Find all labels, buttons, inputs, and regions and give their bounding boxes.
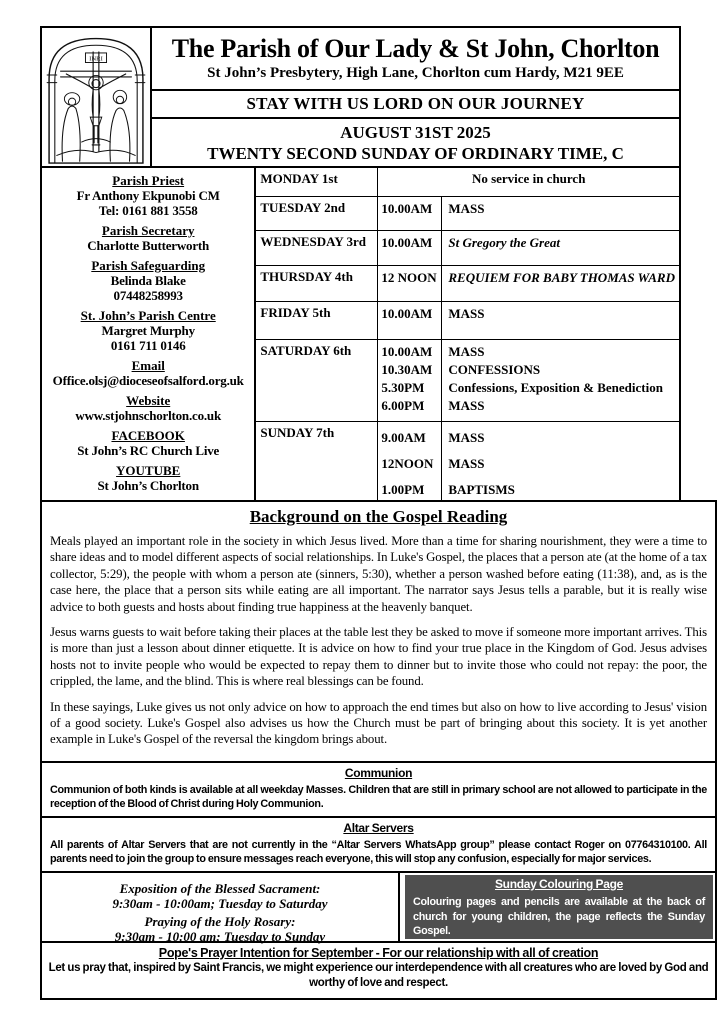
schedule-services <box>441 422 679 506</box>
schedule-day: THURSDAY 4th <box>260 269 353 284</box>
contact-line: Tel: 0161 881 3558 <box>98 203 198 218</box>
devotion-title: Exposition of the Blessed Sacrament: <box>119 881 321 896</box>
schedule-table <box>256 168 679 506</box>
schedule-services <box>441 266 679 301</box>
parish-crest <box>42 28 152 166</box>
crucifixion-icon <box>43 29 149 165</box>
colouring-wrap <box>400 873 715 941</box>
schedule-day: TUESDAY 2nd <box>260 200 346 215</box>
schedule-times <box>377 422 441 506</box>
schedule-day: SATURDAY 6th <box>260 343 352 358</box>
schedule-service: Confessions, Exposition & Benediction <box>448 380 663 395</box>
schedule-service: St Gregory the Great <box>448 235 560 250</box>
schedule-day: WEDNESDAY 3rd <box>260 234 366 249</box>
notices-region <box>40 761 717 1000</box>
contacts-column <box>42 168 256 506</box>
schedule-row <box>256 301 679 339</box>
schedule-day: MONDAY 1st <box>260 171 338 186</box>
contact-block <box>43 223 253 253</box>
contact-line: St John’s RC Church Live <box>77 443 220 458</box>
schedule-services <box>441 231 679 265</box>
colouring-box <box>405 875 713 939</box>
devotions-box <box>42 873 400 944</box>
schedule-service: MASS <box>448 398 485 413</box>
schedule-services <box>441 197 679 230</box>
contact-block <box>43 428 253 458</box>
schedule-services <box>441 340 679 421</box>
contact-heading: Parish Secretary <box>101 223 195 238</box>
schedule-row <box>256 265 679 301</box>
page-title: The Parish of Our Lady & St John, Chorlton <box>171 34 660 63</box>
schedule-time: 9.00AM <box>381 430 426 445</box>
schedule-row <box>256 421 679 506</box>
gospel-paragraph: Meals played an important role in the society in which Jesus lived. More than a time for sharing nourishment, they were a time to share ideas and to model different aspects of social relationships. In Luke's Gospel, the places that a person ate (at the home of a tax collector, 5:29), the people with whom a person ate (sinners, 5:30), whether a person washed before eating (11:38), and, as is the case here, the place that a person sits while eating are all important. The narrator says Jesus tells a parable, but it is really wise advice to both guests and hosts about finding true happiness at the heavenly banquet. <box>50 534 707 614</box>
contact-heading: Email <box>131 358 165 373</box>
contact-block <box>43 393 253 423</box>
contact-line: St John’s Chorlton <box>97 478 199 493</box>
header-row <box>42 28 679 168</box>
schedule-time: 6.00PM <box>381 398 425 413</box>
devotion-time: 9:30am - 10:00am; Tuesday to Saturday <box>112 896 328 911</box>
schedule-service: MASS <box>448 456 485 471</box>
pope-intention-heading: Pope's Prayer Intention for September - For our relationship with all of creation <box>158 946 599 960</box>
schedule-times <box>377 266 441 301</box>
contact-block <box>43 463 253 493</box>
parish-address: St John’s Presbytery, High Lane, Chorlton cum Hardy, M21 9EE <box>207 65 624 81</box>
schedule-service: MASS <box>448 201 485 216</box>
pope-intention-section <box>42 941 715 998</box>
schedule-time: 5.30PM <box>381 380 425 395</box>
schedule-times <box>377 231 441 265</box>
colouring-body: Colouring pages and pencils are available at the back of church for young children, the page reflects the Sunday Gospel. <box>413 896 705 937</box>
gospel-paragraph: In these sayings, Luke gives us not only advice on how to approach the end times but also on how to live according to Jesus' vision of a good society. Luke's Gospel also advises us how the Church must be part of bringing about this society. It is yet another example in Luke's Gospel of the reversal the kingdom brings about. <box>50 699 707 747</box>
schedule-services <box>441 302 679 339</box>
contact-line: www.stjohnschorlton.co.uk <box>75 408 221 423</box>
schedule-service: MASS <box>448 306 485 321</box>
contact-line: 07448258993 <box>113 288 183 303</box>
schedule-service: MASS <box>448 344 485 359</box>
schedule-time: 10.00AM <box>381 344 433 359</box>
devotions-row <box>42 871 715 944</box>
contact-heading: Parish Priest <box>112 173 185 188</box>
liturgical-sunday: TWENTY SECOND SUNDAY OF ORDINARY TIME, C <box>207 143 624 163</box>
motto-banner: STAY WITH US LORD ON OUR JOURNEY <box>152 89 679 117</box>
date-block <box>152 117 679 166</box>
schedule-times <box>377 340 441 421</box>
contact-heading: FACEBOOK <box>111 428 185 443</box>
inri-plaque: INRI <box>89 55 103 63</box>
schedule-time: 10.00AM <box>381 235 433 250</box>
pope-intention-body: Let us pray that, inspired by Saint Francis, we might experience our interdependence with all creatures who are loved by God and worthy of love and respect. <box>48 962 709 989</box>
contact-block <box>43 358 253 388</box>
contact-heading: Parish Safeguarding <box>91 258 206 273</box>
schedule-row <box>256 168 679 196</box>
schedule-time: 1.00PM <box>381 482 425 497</box>
altar-servers-body: All parents of Altar Servers that are not currently in the “Altar Servers WhatsApp group” please contact Roger on 07764310100. All parents need to join the group to ensure messages reach everyone, this will stop any confusion, especially for major services. <box>50 839 707 865</box>
contact-line: Margret Murphy <box>101 323 195 338</box>
schedule-time: 12 NOON <box>381 270 437 285</box>
schedule-row <box>256 230 679 265</box>
schedule-times <box>377 302 441 339</box>
bulletin-date: AUGUST 31ST 2025 <box>340 122 491 142</box>
header-region <box>40 26 681 502</box>
contact-heading: Website <box>126 393 171 408</box>
contact-block <box>43 258 253 303</box>
schedule-times <box>377 197 441 230</box>
devotion-time: 9:30am - 10:00 am; Tuesday to Sunday <box>114 929 326 944</box>
schedule-service: REQUIEM FOR BABY THOMAS WARD <box>448 270 675 285</box>
colouring-heading: Sunday Colouring Page <box>494 877 624 891</box>
gospel-paragraph: Jesus warns guests to wait before taking their places at the table lest they be asked to move if someone more important arrives. This is more than just a lesson about dinner etiquette. It is advice on how to find your true place in the Kingdom of God. Jesus advises hosts not to invite people who would be expected to repay them to dinner but to invite those who could not repay: the poor, the crippled, the lame, and the blind. This is where real blessings can be found. <box>50 625 707 689</box>
schedule-time: 10.00AM <box>381 306 433 321</box>
schedule-service: CONFESSIONS <box>448 362 541 377</box>
schedule-service: BAPTISMS <box>448 482 515 497</box>
schedule-day: FRIDAY 5th <box>260 305 331 320</box>
contacts-and-schedule <box>42 168 679 506</box>
schedule-time: 12NOON <box>381 456 434 471</box>
communion-heading: Communion <box>344 766 413 780</box>
communion-body: Communion of both kinds is available at all weekday Masses. Children that are still in primary school are not allowed to participate in the reception of the Blood of Christ during Holy Communion. <box>50 784 707 810</box>
contact-line: Belinda Blake <box>110 273 186 288</box>
contact-block <box>43 308 253 353</box>
title-block <box>152 28 679 89</box>
gospel-paragraphs <box>50 533 707 748</box>
contact-heading: St. John’s Parish Centre <box>80 308 216 323</box>
devotion-title: Praying of the Holy Rosary: <box>144 914 296 929</box>
schedule-service: MASS <box>448 430 485 445</box>
schedule-row <box>256 196 679 230</box>
gospel-heading: Background on the Gospel Reading <box>249 507 508 526</box>
contact-block <box>43 173 253 218</box>
schedule-time: 10.30AM <box>381 362 433 377</box>
altar-servers-section <box>42 816 715 871</box>
contact-line: Office.olsj@dioceseofsalford.org.uk <box>52 373 244 388</box>
schedule-no-service: No service in church <box>377 168 679 196</box>
gospel-section <box>40 500 717 763</box>
contact-heading: YOUTUBE <box>116 463 181 478</box>
contact-line: Fr Anthony Ekpunobi CM <box>76 188 220 203</box>
schedule-day: SUNDAY 7th <box>260 425 335 440</box>
contact-line: 0161 711 0146 <box>110 338 186 353</box>
contact-line: Charlotte Butterworth <box>87 238 210 253</box>
header-stack <box>152 28 679 166</box>
schedule-row <box>256 339 679 421</box>
schedule-time: 10.00AM <box>381 201 433 216</box>
communion-section <box>42 763 715 816</box>
altar-servers-heading: Altar Servers <box>343 821 414 835</box>
